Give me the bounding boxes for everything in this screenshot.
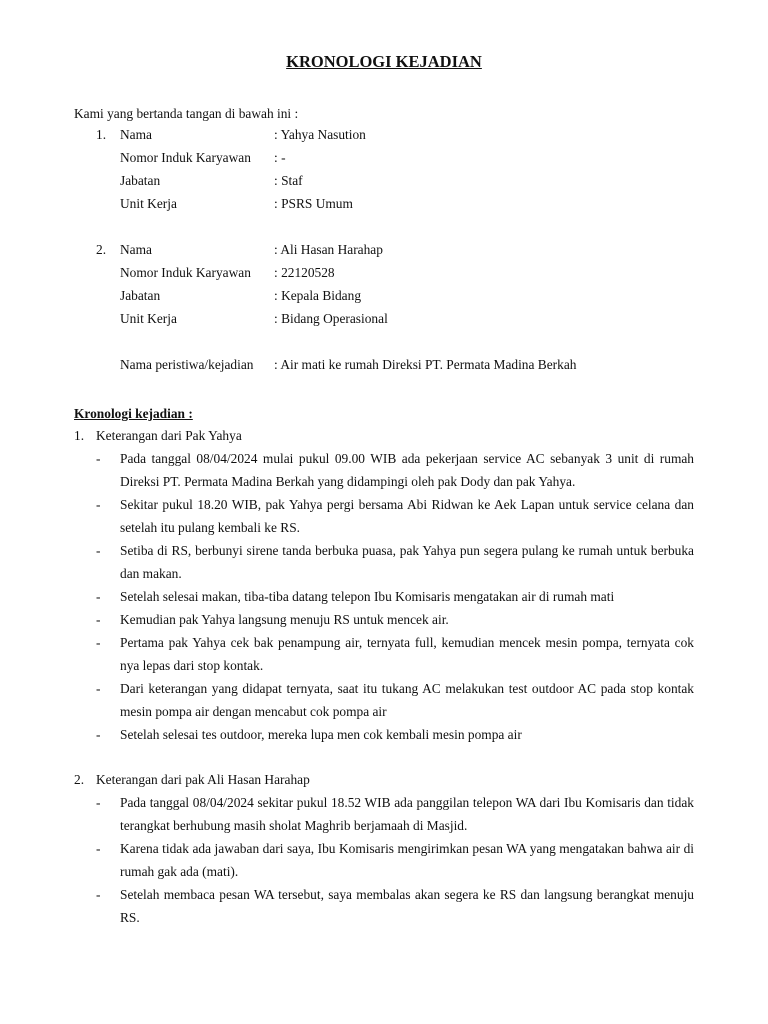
group-number: 1. (74, 428, 85, 443)
field-value: : Kepala Bidang (274, 288, 362, 303)
list-item-text: Setiba di RS, berbunyi sirene tanda berbuka puasa, pak Yahya pun segera pulang ke rumah untuk berbuka dan makan. (120, 543, 694, 581)
person-1-unit-row (96, 192, 366, 215)
field-label: Nomor Induk Karyawan (120, 150, 251, 165)
list-item-text: Pada tanggal 08/04/2024 mulai pukul 09.00 WIB ada pekerjaan service AC sebanyak 3 unit di rumah Direksi PT. Permata Madina Berkah yang didampingi oleh pak Dody dan pak Yahya. (120, 451, 694, 489)
list-item (74, 883, 694, 929)
bullet-marker: - (96, 727, 101, 742)
field-label: Unit Kerja (120, 311, 177, 326)
field-value: : Ali Hasan Harahap (274, 242, 383, 257)
intro-text: Kami yang bertanda tangan di bawah ini : (74, 106, 299, 121)
field-label: Nama (120, 127, 152, 142)
chronology-heading: Kronologi kejadian : (74, 406, 193, 421)
field-value: : Yahya Nasution (274, 127, 366, 142)
event-value: : Air mati ke rumah Direksi PT. Permata Madina Berkah (274, 357, 577, 372)
list-item-text: Pertama pak Yahya cek bak penampung air, ternyata full, kemudian mencek mesin pompa, ternyata cok nya lepas dari stop kontak. (120, 635, 694, 673)
person-2-block (96, 238, 388, 330)
list-item-text: Setelah selesai makan, tiba-tiba datang telepon Ibu Komisaris mengatakan air di rumah mati (120, 589, 615, 604)
field-label: Jabatan (120, 173, 161, 188)
bullet-marker: - (96, 589, 101, 604)
field-value: : Bidang Operasional (274, 311, 388, 326)
bullet-marker: - (96, 497, 101, 512)
field-value: : 22120528 (274, 265, 335, 280)
event-row (120, 353, 576, 376)
bullet-marker: - (96, 841, 101, 856)
list-item-text: Setelah selesai tes outdoor, mereka lupa men cok kembali mesin pompa air (120, 727, 522, 742)
list-item (74, 585, 694, 608)
bullet-marker: - (96, 612, 101, 627)
list-item-text: Sekitar pukul 18.20 WIB, pak Yahya pergi bersama Abi Ridwan ke Aek Lapan untuk service celana dan setelah itu pulang kembali ke RS. (120, 497, 694, 535)
chronology-group-1 (74, 424, 694, 746)
bullet-list (74, 447, 694, 746)
list-item-text: Dari keterangan yang didapat ternyata, saat itu tukang AC melakukan test outdoor AC pada stop kontak mesin pompa air dengan mencabut cok pompa air (120, 681, 694, 719)
group-number: 2. (74, 772, 85, 787)
field-label: Jabatan (120, 288, 161, 303)
person-2-unit-row (96, 307, 388, 330)
list-item (74, 837, 694, 883)
person-1-number: 1. (96, 127, 107, 142)
list-item (74, 723, 694, 746)
list-item (74, 447, 694, 493)
bullet-list (74, 791, 694, 929)
bullet-marker: - (96, 451, 101, 466)
bullet-marker: - (96, 635, 101, 650)
field-label: Unit Kerja (120, 196, 177, 211)
group-title: Keterangan dari Pak Yahya (96, 428, 242, 443)
list-item-text: Pada tanggal 08/04/2024 sekitar pukul 18.52 WIB ada panggilan telepon WA dari Ibu Komisaris dan tidak terangkat berhubung masih sholat Maghrib berjamaah di Masjid. (120, 795, 694, 833)
field-label: Nama (120, 242, 152, 257)
list-item (74, 631, 694, 677)
person-2-name-row (96, 238, 388, 261)
list-item-text: Kemudian pak Yahya langsung menuju RS untuk mencek air. (120, 612, 449, 627)
list-item-text: Karena tidak ada jawaban dari saya, Ibu Komisaris mengirimkan pesan WA yang mengatakan bahwa air di rumah gak ada (mati). (120, 841, 694, 879)
person-2-number: 2. (96, 242, 107, 257)
bullet-marker: - (96, 795, 101, 810)
group-heading (74, 424, 694, 447)
bullet-marker: - (96, 681, 101, 696)
person-2-jabatan-row (96, 284, 388, 307)
field-label: Nomor Induk Karyawan (120, 265, 251, 280)
person-1-block (96, 123, 366, 215)
list-item-text: Setelah membaca pesan WA tersebut, saya membalas akan segera ke RS dan langsung berangkat menuju RS. (120, 887, 694, 925)
list-item (74, 539, 694, 585)
list-item (74, 791, 694, 837)
list-item (74, 608, 694, 631)
list-item (74, 677, 694, 723)
chronology-group-2 (74, 768, 694, 929)
document-title: KRONOLOGI KEJADIAN (286, 52, 482, 71)
person-2-nik-row (96, 261, 388, 284)
bullet-marker: - (96, 543, 101, 558)
person-1-nik-row (96, 146, 366, 169)
person-1-name-row (96, 123, 366, 146)
field-value: : PSRS Umum (274, 196, 353, 211)
event-label: Nama peristiwa/kejadian (120, 357, 254, 372)
bullet-marker: - (96, 887, 101, 902)
group-heading (74, 768, 694, 791)
field-value: : - (274, 150, 286, 165)
field-value: : Staf (274, 173, 303, 188)
person-1-jabatan-row (96, 169, 366, 192)
group-title: Keterangan dari pak Ali Hasan Harahap (96, 772, 310, 787)
list-item (74, 493, 694, 539)
